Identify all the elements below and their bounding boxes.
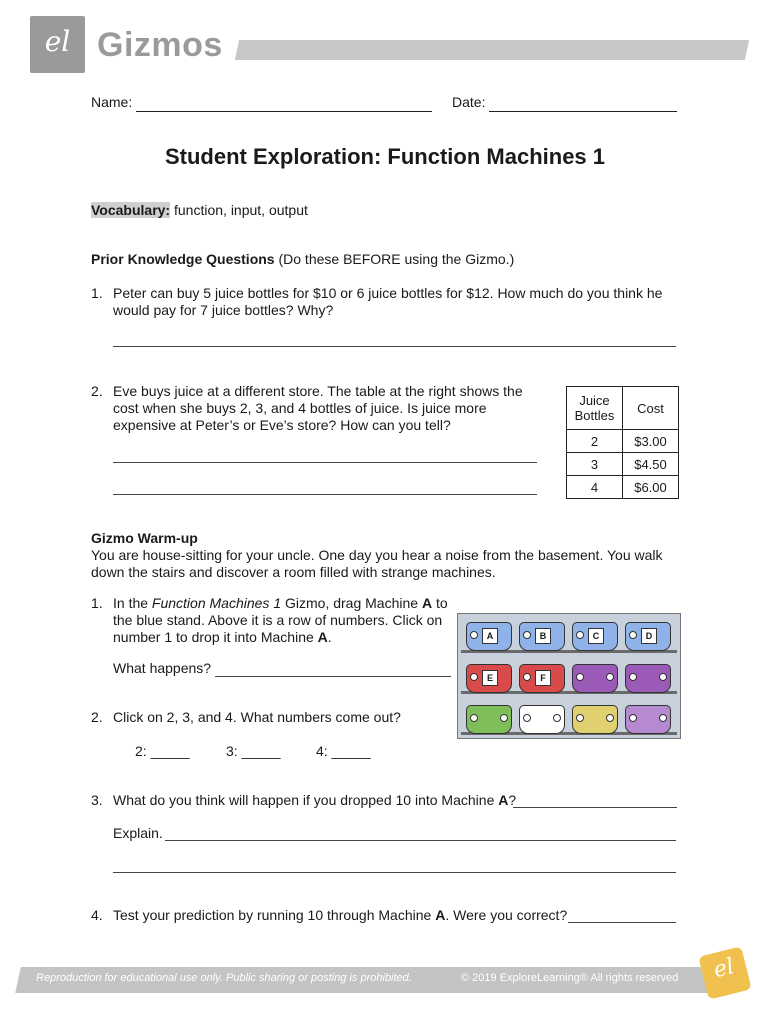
prior-q2-answer-line-1[interactable] — [113, 462, 537, 463]
warmup-intro-line1: You are house-sitting for your uncle. One day you hear a noise from the basement. You walk — [91, 547, 663, 563]
juice-cost-table — [566, 386, 679, 499]
name-label: Name: — [91, 94, 133, 110]
prior-q1-line2: would pay for 7 juice bottles? Why? — [113, 302, 334, 318]
prior-note: (Do these BEFORE using the Gizmo.) — [274, 251, 515, 267]
table-cell-cost: $6.00 — [623, 476, 679, 499]
prior-q2-number: 2. — [91, 383, 103, 399]
table-header-bottles: Juice Bottles — [567, 387, 623, 430]
function-machines-image — [457, 613, 681, 739]
table-cell-bottles: 4 — [567, 476, 623, 499]
warmup-q4-number: 4. — [91, 907, 103, 923]
warmup-q2-text: Click on 2, 3, and 4. What numbers come out? — [113, 709, 401, 725]
warmup-q1-answer-line[interactable] — [215, 676, 451, 677]
table-header-cost: Cost — [623, 387, 679, 430]
table-cell-cost: $3.00 — [623, 430, 679, 453]
warmup-q3-explain-line-2[interactable] — [113, 872, 676, 873]
warmup-q3-number: 3. — [91, 792, 103, 808]
date-line[interactable] — [489, 94, 677, 112]
name-line[interactable] — [136, 94, 432, 112]
warmup-q2-answer-4[interactable]: 4: _____ — [316, 743, 371, 759]
prior-q2-line1: Eve buys juice at a different store. The table at the right shows the — [113, 383, 523, 399]
warmup-q1-what: What happens? — [113, 660, 212, 676]
prior-q2-answer-line-2[interactable] — [113, 494, 537, 495]
machine-white — [519, 705, 565, 734]
warmup-section — [91, 530, 663, 581]
logo-glyph: el — [44, 25, 71, 58]
machine-purple — [625, 664, 671, 693]
prior-heading: Prior Knowledge Questions — [91, 251, 275, 267]
warmup-q2-answer-3[interactable]: 3: _____ — [226, 743, 281, 759]
warmup-q1-number: 1. — [91, 595, 103, 611]
table-cell-cost: $4.50 — [623, 453, 679, 476]
prior-q2-line3: expensive at Peter’s or Eve’s store? How can you tell? — [113, 417, 451, 433]
machine-violet — [625, 705, 671, 734]
machine-purple — [572, 664, 618, 693]
warmup-q3-explain-line-1[interactable] — [165, 840, 676, 841]
prior-q1-answer-line[interactable] — [113, 346, 676, 347]
footer-disclaimer: Reproduction for educational use only. Public sharing or posting is prohibited. — [36, 972, 412, 984]
warmup-q2-number: 2. — [91, 709, 103, 725]
header-bar — [235, 40, 749, 60]
prior-q1-number: 1. — [91, 285, 103, 301]
prior-knowledge-heading — [91, 251, 514, 268]
warmup-q3-text: What do you think will happen if you dropped 10 into Machine A? — [113, 792, 517, 808]
machine-d: D — [625, 622, 671, 651]
vocabulary-label: Vocabulary: — [91, 202, 171, 218]
machine-green — [466, 705, 512, 734]
brand-name: Gizmos — [97, 26, 223, 64]
prior-q2-line2: cost when she buys 2, 3, and 4 bottles of juice. Is juice more — [113, 400, 487, 416]
warmup-q3-answer-line[interactable] — [513, 807, 677, 808]
table-row — [567, 430, 679, 453]
prior-q1-line1: Peter can buy 5 juice bottles for $10 or 6 juice bottles for $12. How much do you think he — [113, 285, 663, 301]
table-cell-bottles: 3 — [567, 453, 623, 476]
footer-copyright: © 2019 ExploreLearning® All rights reserved — [461, 972, 679, 984]
warmup-q4-answer-line[interactable] — [568, 922, 676, 923]
warmup-q2-answer-2[interactable]: 2: _____ — [135, 743, 190, 759]
machine-a: A — [466, 622, 512, 651]
date-label: Date: — [452, 94, 486, 110]
machine-c: C — [572, 622, 618, 651]
warmup-q4-text: Test your prediction by running 10 through Machine A. Were you correct? — [113, 907, 568, 923]
name-field[interactable] — [91, 94, 432, 112]
warmup-heading: Gizmo Warm-up — [91, 530, 198, 546]
prior-q1-text — [113, 285, 693, 319]
footer-logo-glyph: el — [711, 954, 737, 984]
prior-q2-text — [113, 383, 543, 434]
machine-f: F — [519, 664, 565, 693]
page-title: Student Exploration: Function Machines 1 — [164, 144, 606, 169]
table-cell-bottles: 2 — [567, 430, 623, 453]
vocabulary — [91, 202, 308, 219]
date-field[interactable] — [452, 94, 677, 112]
gizmo-name: Function Machines 1 — [151, 595, 282, 611]
table-row — [567, 476, 679, 499]
vocabulary-terms: function, input, output — [170, 202, 308, 218]
warmup-q3-explain-label: Explain. — [113, 825, 163, 841]
gizmos-logo — [30, 16, 85, 73]
machine-b: B — [519, 622, 565, 651]
footer-logo — [698, 946, 751, 999]
table-row — [567, 453, 679, 476]
machine-yellow — [572, 705, 618, 734]
table-header-row — [567, 387, 679, 430]
warmup-intro-line2: down the stairs and discover a room filled with strange machines. — [91, 564, 496, 580]
machine-e: E — [466, 664, 512, 693]
warmup-q1-text: In the Function Machines 1 Gizmo, drag Machine A to the blue stand. Above it is a row of numbers. Click on number 1 to drop it into Machine A. — [113, 595, 448, 645]
